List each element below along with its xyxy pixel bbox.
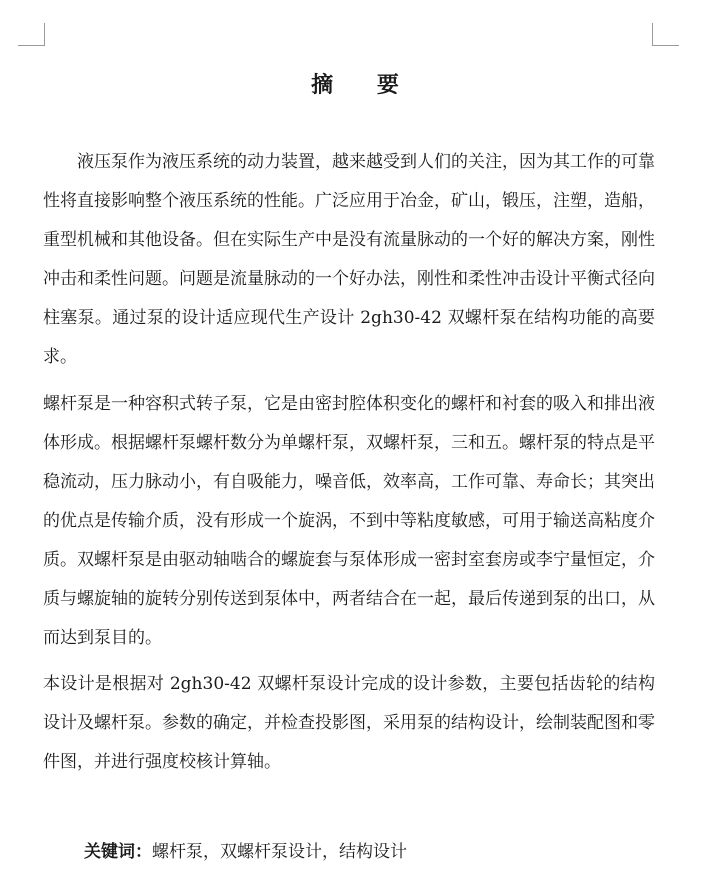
page-corner-mark-top-right	[652, 23, 679, 46]
page-corner-mark-top-left	[18, 23, 45, 46]
keywords-label: 关键词：	[84, 842, 152, 862]
keywords-line	[84, 836, 407, 868]
abstract-paragraph-2: 螺杆泵是一种容积式转子泵，它是由密封腔体积变化的螺杆和衬套的吸入和排出液体形成。根据螺杆泵螺杆数分为单螺杆泵，双螺杆泵，三和五。螺杆泵的特点是平稳流动，压力脉动小，有自吸能力，噪音低，效率高，工作可靠、寿命长；其突出的优点是传输介质，没有形成一个旋涡，不到中等粘度敏感，可用于输送高粘度介质。双螺杆泵是由驱动轴啮合的螺旋套与泵体形成一密封室套房或李宁量恒定，介质与螺旋轴的旋转分别传送到泵体中，两者结合在一起，最后传递到泵的出口，从而达到泵目的。	[43, 394, 655, 648]
keywords-text: 螺杆泵，双螺杆泵设计，结构设计	[152, 842, 407, 862]
abstract-paragraph-1: 液压泵作为液压系统的动力装置，越来越受到人们的关注，因为其工作的可靠性将直接影响整个液压系统的性能。广泛应用于冶金，矿山，锻压，注塑，造船，重型机械和其他设备。但在实际生产中是没有流量脉动的一个好的解决方案，刚性冲击和柔性问题。问题是流量脉动的一个好办法，刚性和柔性冲击设计平衡式径向柱塞泵。通过泵的设计适应现代生产设计 2gh30-42 双螺杆泵在结构功能的高要求。	[43, 152, 655, 367]
abstract-paragraph-3: 本设计是根据对 2gh30-42 双螺杆泵设计完成的设计参数，主要包括齿轮的结构设计及螺杆泵。参数的确定，并检查投影图，采用泵的结构设计，绘制装配图和零件图，并进行强度校核计算轴。	[43, 674, 655, 772]
abstract-title: 摘 要	[311, 73, 417, 98]
